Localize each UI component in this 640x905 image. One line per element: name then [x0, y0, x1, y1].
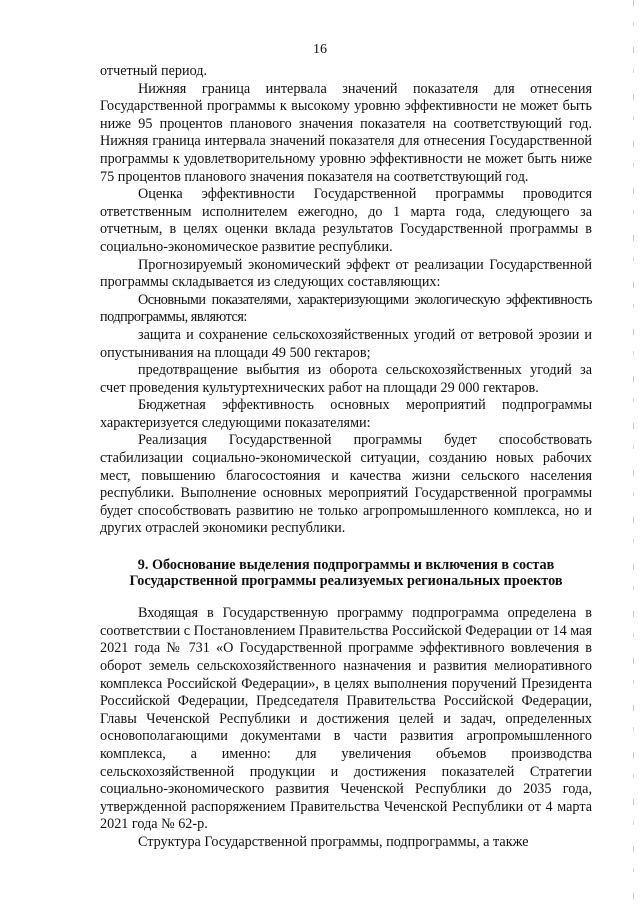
section-heading-line-2: Государственной программы реализуемых региональных проектов — [129, 572, 563, 589]
section-heading — [100, 558, 592, 589]
paragraph-subprogram-basis: Входящая в Государственную программу подпрограмма определена в соответствии с Постановлением Правительства Российской Федерации от 14 мая 2021 года № 731 «О Государственной программе эффективного вовлечения в оборот земель сельскохозяйственного назначения и развития мелиоративного комплекса Российской Федерации», в целях выполнения поручений Президента Российской Федерации, Председателя Правительства Российской Федерации, Главы Чеченской Республики и достижения целей и задач, определенных основополагающими документами в части развития агропромышленного комплекса, а именно: для увеличения объемов производства сельскохозяйственной продукции и достижения показателей Стратегии социально-экономического развития Чеченской Республики до 2035 года, утвержденной распоряжением Правительства Чеченской Республики от 4 марта 2021 года № 62-р. — [100, 605, 592, 833]
scan-edge-artifact — [633, 0, 634, 905]
paragraph-land-retention: предотвращение выбытия из оборота сельскохозяйственных угодий за счет проведения культуртехнических работ на площади 29 000 гектаров. — [100, 362, 592, 396]
document-body — [100, 63, 592, 852]
paragraph-program-impact: Реализация Государственной программы будет способствовать стабилизации социально-экономической ситуации, созданию новых рабочих мест, повышению благосостояния и качества жизни сельского населения республики. Выполнение основных мероприятий Государственной программы будет способствовать развитию не только агропромышленного комплекса, но и других отраслей экономики республики. — [100, 432, 592, 537]
paragraph-budget-efficiency: Бюджетная эффективность основных мероприятий подпрограммы характеризуется следующими показателями: — [100, 397, 592, 431]
paragraph-reporting-period: отчетный период. — [100, 63, 208, 79]
paragraph-program-structure: Структура Государственной программы, подпрограммы, а также — [138, 833, 529, 850]
paragraph-efficiency-assessment: Оценка эффективности Государственной программы проводится ответственным исполнителем ежегодно, до 1 марта года, следующего за отчетным, в целях оценки вклада результатов Государственной программы в социально-экономическое развитие республики. — [100, 186, 592, 255]
page-number: 16 — [313, 42, 327, 57]
paragraph-erosion-protection: защита и сохранение сельскохозяйственных угодий от ветровой эрозии и опустынивания на площади 49 500 гектаров; — [100, 326, 592, 361]
paragraph-ecological-indicators: Основными показателями, характеризующими экологическую эффективность подпрограммы, являются: — [100, 291, 592, 326]
paragraph-efficiency-thresholds: Нижняя граница интервала значений показателя для отнесения Государственной программы к высокому уровню эффективности не может быть ниже 95 процентов планового значения показателя на соответствующий год. Нижняя граница интервала значений показателя для отнесения Государственной программы к удовлетворительному уровню эффективности не может быть ниже 75 процентов планового значения показателя на соответствующий год. — [100, 80, 592, 185]
paragraph-economic-effect: Прогнозируемый экономический эффект от реализации Государственной программы складывается из следующих составляющих: — [100, 256, 592, 291]
section-heading-line-1: 9. Обоснование выделения подпрограммы и включения в состав — [137, 557, 555, 574]
